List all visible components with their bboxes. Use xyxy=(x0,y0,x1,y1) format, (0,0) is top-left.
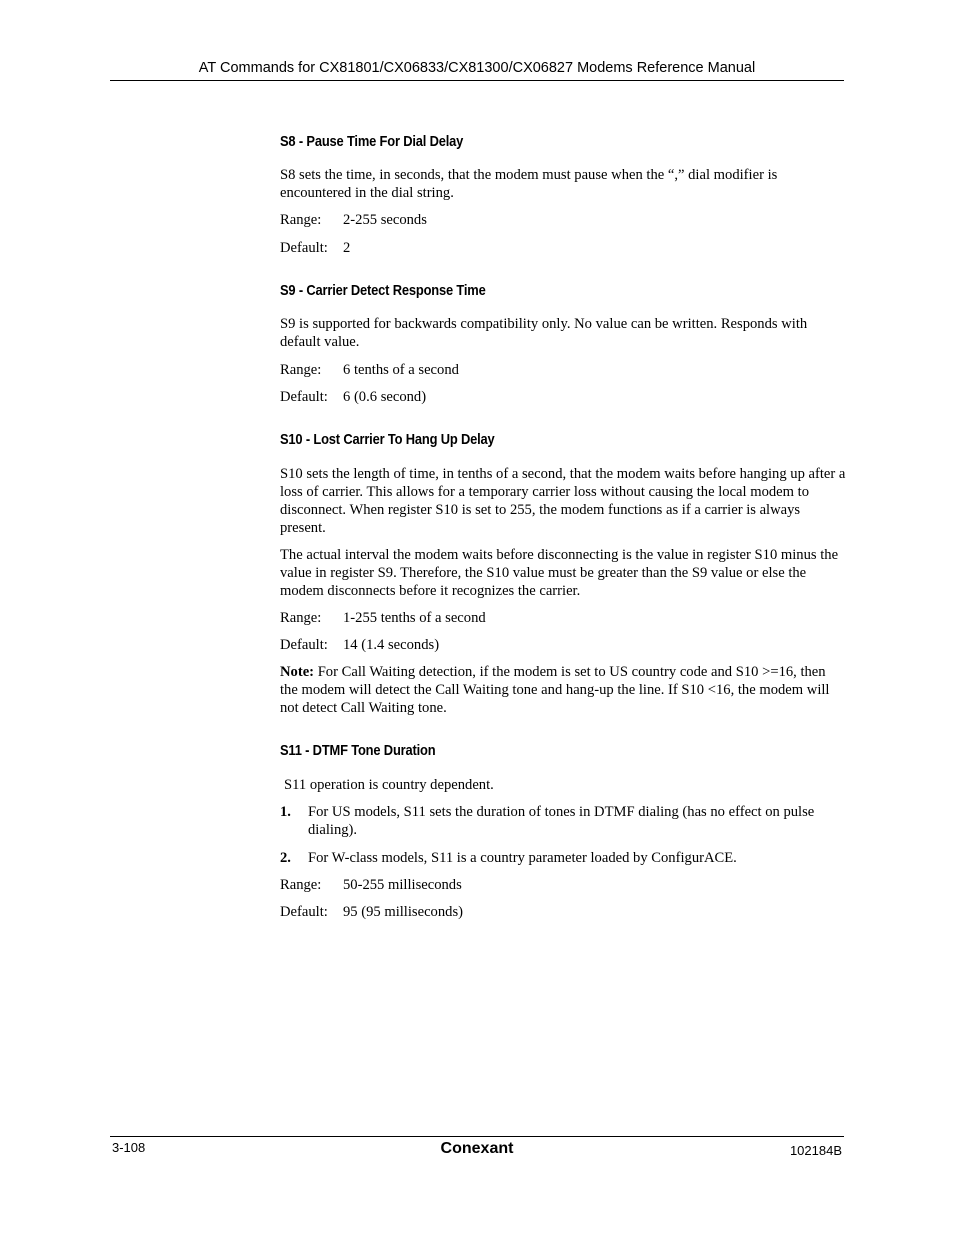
default-row-s8 xyxy=(280,239,846,257)
range-row-s11 xyxy=(280,876,846,894)
company-name: Conexant xyxy=(440,1140,514,1157)
default-value: 14 (1.4 seconds) xyxy=(343,637,440,653)
range-value: 6 tenths of a second xyxy=(343,362,459,378)
default-label: Default: xyxy=(280,904,328,920)
default-label: Default: xyxy=(280,240,328,256)
range-row-s9 xyxy=(280,361,846,379)
item-text: For US models, S11 sets the duration of tones in DTMF dialing (has no effect on pulse dialing). xyxy=(308,804,815,838)
default-row-s10 xyxy=(280,636,846,654)
section-heading-s8: S8 - Pause Time For Dial Delay xyxy=(280,133,464,150)
range-value: 2-255 seconds xyxy=(343,212,427,228)
range-row-s8 xyxy=(280,211,846,229)
section-heading-s10: S10 - Lost Carrier To Hang Up Delay xyxy=(280,431,495,448)
numbered-item xyxy=(280,849,846,867)
note-text: For Call Waiting detection, if the modem is set to US country code and S10 >=16, then the modem will detect the Call Waiting tone and hang-up the line. If S10 <16, the modem will not detect Call Waiting tone. xyxy=(280,664,830,716)
default-value: 2 xyxy=(343,240,351,256)
numbered-item xyxy=(280,803,846,839)
default-value: 95 (95 milliseconds) xyxy=(343,904,463,920)
range-label: Range: xyxy=(280,362,322,378)
item-text: For W-class models, S11 is a country parameter loaded by ConfigurACE. xyxy=(308,850,737,866)
note-paragraph xyxy=(280,663,846,717)
default-label: Default: xyxy=(280,637,328,653)
page-number: 3-108 xyxy=(112,1140,146,1155)
section-heading-s9: S9 - Carrier Detect Response Time xyxy=(280,282,486,299)
running-header: AT Commands for CX81801/CX06833/CX81300/CX06827 Modems Reference Manual xyxy=(198,60,756,76)
section-paragraph-s9: S9 is supported for backwards compatibility only. No value can be written. Responds with default value. xyxy=(280,316,808,350)
header-rule xyxy=(110,80,844,81)
section-heading-s11: S11 - DTMF Tone Duration xyxy=(280,742,436,759)
document-number: 102184B xyxy=(789,1143,842,1158)
range-label: Range: xyxy=(280,212,322,228)
range-row-s10 xyxy=(280,609,846,627)
note-label: Note: xyxy=(280,664,315,680)
section-paragraph-s11: S11 operation is country dependent. xyxy=(284,777,494,793)
range-value: 1-255 tenths of a second xyxy=(343,610,486,626)
section-paragraph-s8: S8 sets the time, in seconds, that the modem must pause when the “,” dial modifier is encountered in the dial string. xyxy=(280,167,778,201)
section-paragraph-s10-2: The actual interval the modem waits before disconnecting is the value in register S10 minus the value in register S9. Therefore, the S10 value must be greater than the S9 value or else the modem disconnects before it recognizes the carrier. xyxy=(280,547,839,599)
range-label: Range: xyxy=(280,877,322,893)
section-paragraph-s10-1: S10 sets the length of time, in tenths of a second, that the modem waits before hanging up after a loss of carrier. This allows for a temporary carrier loss without causing the local modem to disconnect. When register S10 is set to 255, the modem functions as if a carrier is always present. xyxy=(280,466,846,536)
range-label: Range: xyxy=(280,610,322,626)
range-value: 50-255 milliseconds xyxy=(343,877,462,893)
default-row-s11 xyxy=(280,903,846,921)
item-number: 2. xyxy=(280,850,291,866)
footer-rule xyxy=(110,1136,844,1137)
default-value: 6 (0.6 second) xyxy=(343,389,427,405)
default-row-s9 xyxy=(280,388,846,406)
default-label: Default: xyxy=(280,389,328,405)
item-number: 1. xyxy=(280,804,291,820)
